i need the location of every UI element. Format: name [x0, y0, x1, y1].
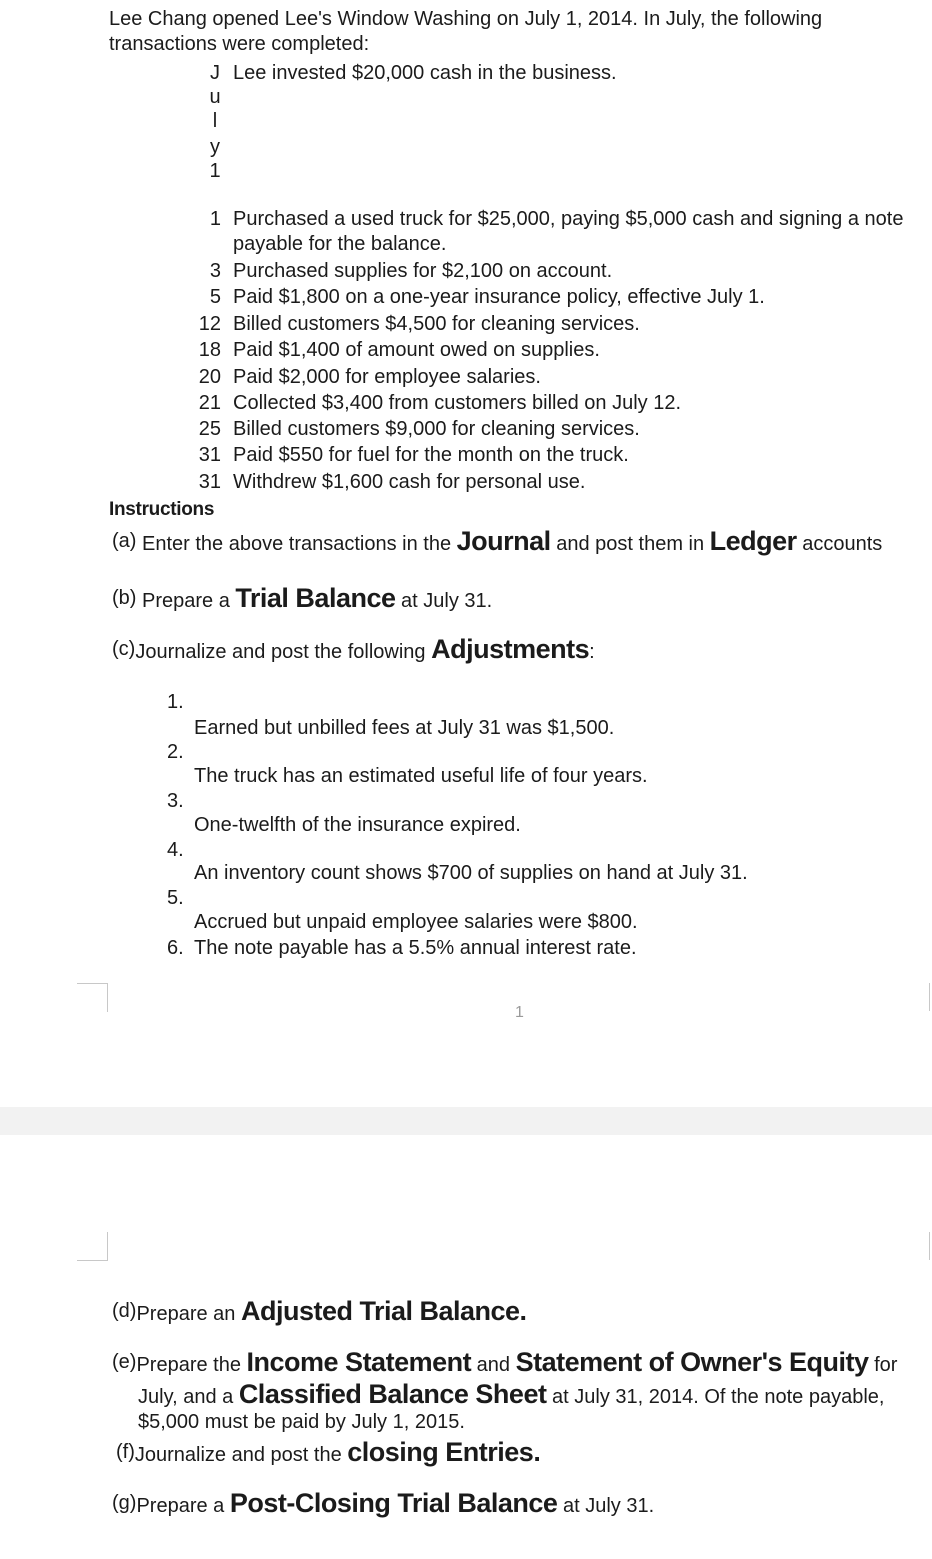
part-text: for	[868, 1354, 898, 1376]
date-letter: 1	[209, 160, 221, 182]
transaction-day: 20	[198, 366, 221, 388]
page-corner-mark	[77, 983, 108, 1012]
part-emphasis: Classified Balance Sheet	[238, 1379, 547, 1409]
adjustment-number: 5.	[167, 887, 184, 909]
part-text: July, and a	[138, 1386, 239, 1408]
transaction-row	[0, 337, 932, 363]
part-emphasis: Statement of Owner's Equity	[515, 1347, 869, 1377]
transaction-text: Billed customers $9,000 for cleaning services.	[233, 418, 640, 440]
part-emphasis: Ledger	[709, 526, 797, 556]
transaction-row	[0, 206, 932, 232]
transaction-day: 5	[209, 286, 221, 308]
transaction-day: 31	[198, 444, 221, 466]
part-text: Prepare an	[136, 1303, 241, 1325]
part-text: Journalize and post the following	[135, 641, 432, 663]
adjustment-number: 2.	[167, 741, 184, 763]
part-text: Enter the above transactions in the	[142, 533, 457, 555]
transaction-day: 21	[198, 392, 221, 414]
adjustment-text: An inventory count shows $700 of supplies on hand at July 31.	[194, 862, 748, 884]
transaction-text: Paid $550 for fuel for the month on the truck.	[233, 444, 629, 466]
part-text: and post them in	[550, 533, 710, 555]
part-emphasis: Post-Closing Trial Balance	[229, 1488, 558, 1518]
instruction-part-b	[112, 581, 492, 618]
transaction-text: Withdrew $1,600 cash for personal use.	[233, 471, 586, 493]
instruction-part-e-line3: $5,000 must be paid by July 1, 2015.	[138, 1411, 465, 1433]
part-emphasis: Income Statement	[246, 1347, 472, 1377]
part-text: at July 31.	[557, 1495, 655, 1517]
transaction-row	[0, 390, 932, 416]
instructions-heading: Instructions	[109, 499, 215, 520]
part-label: (g)	[112, 1492, 137, 1514]
transaction-row	[0, 469, 932, 495]
part-label: (b)	[112, 587, 137, 609]
instruction-part-a	[112, 524, 882, 561]
adjustment-number: 1.	[167, 691, 184, 713]
part-emphasis: closing Entries.	[347, 1437, 541, 1467]
transaction-row	[0, 442, 932, 468]
part-text: at July 31.	[395, 590, 493, 612]
transaction-row	[0, 284, 932, 310]
part-text: and	[471, 1354, 516, 1376]
part-label: (c)	[112, 638, 136, 660]
page-corner-mark	[77, 1232, 108, 1261]
transaction-row	[0, 416, 932, 442]
transaction-row	[0, 311, 932, 337]
instruction-part-g	[112, 1486, 654, 1523]
adjustment-text: The truck has an estimated useful life of four years.	[194, 765, 648, 787]
transaction-text: Purchased a used truck for $25,000, paying $5,000 cash and signing a note	[233, 208, 904, 230]
part-text: Prepare a	[142, 590, 236, 612]
part-text: :	[589, 641, 595, 663]
instruction-part-c	[112, 632, 595, 669]
part-emphasis: Adjustments	[431, 634, 590, 664]
part-emphasis: Trial Balance	[235, 583, 396, 613]
adjustment-text: Accrued but unpaid employee salaries were $800.	[194, 911, 638, 933]
transaction-day: 25	[198, 418, 221, 440]
transaction-text: Collected $3,400 from customers billed on July 12.	[233, 392, 682, 414]
transaction-text-continued: payable for the balance.	[233, 233, 447, 255]
part-text: Journalize and post the	[134, 1444, 348, 1466]
adjustment-number: 6.	[167, 937, 184, 959]
part-text: accounts	[796, 533, 883, 555]
page-number: 1	[515, 1004, 524, 1021]
transaction-text: Billed customers $4,500 for cleaning services.	[233, 313, 640, 335]
part-emphasis: Journal	[456, 526, 551, 556]
transaction-day: 1	[209, 208, 221, 230]
transaction-text: Paid $2,000 for employee salaries.	[233, 366, 541, 388]
part-label: (e)	[112, 1351, 137, 1373]
adjustment-text: One-twelfth of the insurance expired.	[194, 814, 521, 836]
transaction-day: 3	[209, 260, 221, 282]
page-break	[0, 1107, 932, 1135]
transaction-text: Lee invested $20,000 cash in the business.	[233, 62, 617, 84]
transaction-row	[0, 258, 932, 284]
date-letter: l	[212, 110, 218, 132]
transaction-day: 18	[198, 339, 221, 361]
transaction-day: 31	[198, 471, 221, 493]
instruction-part-f	[116, 1435, 540, 1472]
part-text: Prepare a	[136, 1495, 230, 1517]
adjustment-text: The note payable has a 5.5% annual interest rate.	[194, 937, 637, 959]
part-label: (f)	[116, 1441, 135, 1463]
adjustment-text: Earned but unbilled fees at July 31 was $1,500.	[194, 717, 615, 739]
transaction-day: 12	[198, 313, 221, 335]
adjustment-number: 4.	[167, 839, 184, 861]
part-label: (a)	[112, 530, 137, 552]
adjustment-number: 3.	[167, 790, 184, 812]
transaction-text: Paid $1,800 on a one-year insurance policy, effective July 1.	[233, 286, 765, 308]
intro-paragraph: Lee Chang opened Lee's Window Washing on July 1, 2014. In July, the following transactions were completed:	[109, 8, 823, 55]
part-emphasis: Adjusted Trial Balance.	[240, 1296, 527, 1326]
part-label: (d)	[112, 1300, 137, 1322]
date-letter: y	[210, 136, 220, 158]
transaction-row	[0, 364, 932, 390]
part-text: at July 31, 2014. Of the note payable,	[546, 1386, 885, 1408]
transaction-text: Paid $1,400 of amount owed on supplies.	[233, 339, 600, 361]
instruction-part-d	[112, 1294, 527, 1331]
part-text: Prepare the	[136, 1354, 247, 1376]
date-letter: J	[210, 62, 220, 84]
date-letter: u	[209, 86, 221, 108]
transaction-text: Purchased supplies for $2,100 on account.	[233, 260, 613, 282]
